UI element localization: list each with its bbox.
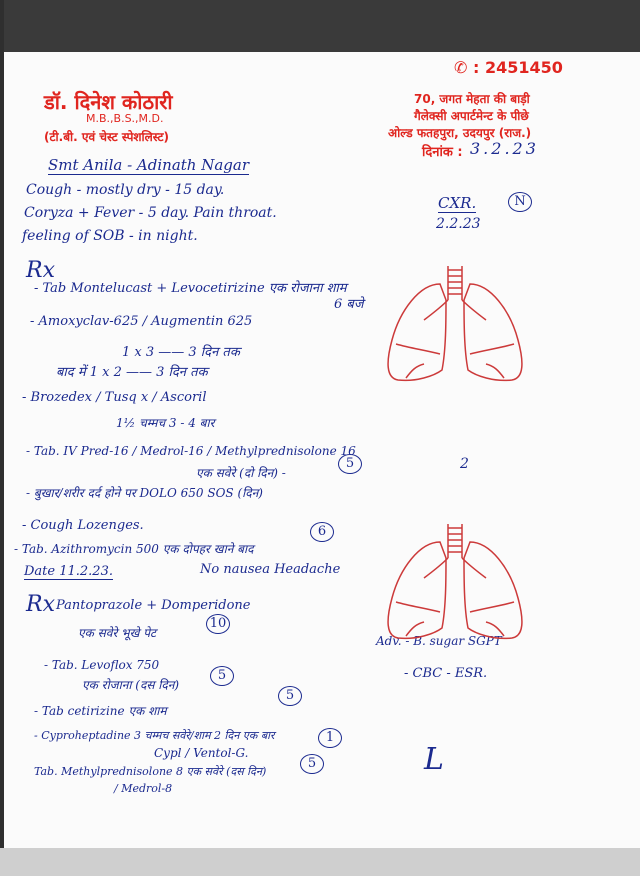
address-line-2: गैलेक्सी अपार्टमेन्ट के पीछे bbox=[414, 109, 529, 123]
cxr-date: 2.2.23 bbox=[436, 216, 481, 232]
date-label: दिनांक : bbox=[422, 145, 463, 160]
cxr-normal-mark: N bbox=[508, 192, 532, 212]
rx-symbol-1: Rx bbox=[26, 258, 55, 283]
scan-border-top bbox=[0, 0, 640, 52]
medication-12-sub: / Medrol-8 bbox=[114, 782, 173, 795]
medication-9-dose: एक रोजाना (दस दिन) bbox=[82, 678, 180, 692]
medication-11-duration: 1 bbox=[318, 728, 342, 748]
medication-4-dose: एक सवेरे (दो दिन) - bbox=[196, 466, 286, 480]
medication-1-time: 6 बजे bbox=[334, 297, 364, 312]
medication-8-duration: 10 bbox=[206, 614, 230, 634]
medication-4-duration: 5 bbox=[338, 454, 362, 474]
medication-2-dose-2: बाद में 1 x 2 —— 3 दिन तक bbox=[56, 365, 208, 380]
cxr-label: CXR. bbox=[438, 194, 477, 212]
date-value: 3.2.23 bbox=[470, 139, 539, 158]
medication-3-dose: 1½ चम्मच 3 - 4 बार bbox=[116, 416, 215, 430]
scan-border-bottom bbox=[0, 848, 640, 876]
doctor-signature: L bbox=[424, 742, 444, 777]
phone-number: ✆ : 2451450 bbox=[454, 58, 563, 77]
review-date: Date 11.2.23. bbox=[24, 564, 113, 579]
lung-diagram-2-icon bbox=[380, 518, 530, 648]
medication-2: - Amoxyclav-625 / Augmentin 625 bbox=[30, 314, 253, 329]
medication-9: - Tab. Levoflox 750 bbox=[44, 658, 160, 672]
review-note: No nausea Headache bbox=[200, 562, 341, 577]
medication-4: - Tab. IV Pred-16 / Medrol-16 / Methylprednisolone 16 bbox=[26, 444, 356, 458]
medication-7-duration: 6 bbox=[310, 522, 334, 542]
medication-9-duration: 5 bbox=[210, 666, 234, 686]
address-line-1: 70, जगत मेहता की बाड़ी bbox=[414, 92, 530, 106]
doctor-name: डॉ. दिनेश कोठारी bbox=[44, 90, 173, 114]
medication-10: - Tab cetirizine एक शाम bbox=[34, 704, 167, 718]
medication-6: - Cough Lozenges. bbox=[22, 518, 144, 533]
medication-7: - Tab. Azithromycin 500 एक दोपहर खाने बाद bbox=[14, 542, 254, 556]
history-line-1: Cough - mostly dry - 15 day. bbox=[26, 182, 225, 198]
lung-diagram-2-number: 2 bbox=[460, 456, 469, 472]
medication-5: - बुखार/शरीर दर्द होने पर DOLO 650 SOS (दिन) bbox=[26, 486, 263, 500]
medication-3: - Brozedex / Tusq x / Ascoril bbox=[22, 390, 207, 405]
medication-11-sub: Cypl / Ventol-G. bbox=[154, 746, 249, 760]
medication-1: - Tab Montelucast + Levocetirizine एक रोजाना शाम bbox=[34, 281, 347, 296]
address-line-3: ओल्ड फतहपुरा, उदयपुर (राज.) bbox=[388, 126, 532, 140]
history-line-2: Coryza + Fever - 5 day. Pain throat. bbox=[24, 205, 277, 221]
patient-line: Smt Anila - Adinath Nagar bbox=[48, 156, 250, 174]
medication-11: - Cyproheptadine 3 चम्मच सवेरे/शाम 2 दिन एक बार bbox=[34, 729, 275, 742]
medication-8: Pantoprazole + Domperidone bbox=[56, 598, 251, 613]
prescription-page bbox=[4, 52, 640, 848]
medication-10-duration: 5 bbox=[278, 686, 302, 706]
medication-2-dose-1: 1 x 3 —— 3 दिन तक bbox=[122, 345, 240, 360]
lung-diagram-icon bbox=[380, 260, 530, 390]
doctor-specialty: (टी.बी. एवं चेस्ट स्पेशलिस्ट) bbox=[44, 130, 169, 144]
advice-investigations-2: - CBC - ESR. bbox=[404, 666, 488, 681]
doctor-degrees: M.B.,B.S.,M.D. bbox=[86, 112, 164, 125]
history-line-3: feeling of SOB - in night. bbox=[22, 228, 198, 244]
medication-12: Tab. Methylprednisolone 8 एक सवेरे (दस दिन) bbox=[34, 765, 267, 778]
medication-12-duration: 5 bbox=[300, 754, 324, 774]
rx-symbol-2: Rx bbox=[26, 592, 55, 617]
medication-8-dose: एक सवेरे भूखे पेट bbox=[78, 626, 157, 640]
advice-investigations: Adv. - B. sugar SGPT bbox=[376, 634, 502, 648]
